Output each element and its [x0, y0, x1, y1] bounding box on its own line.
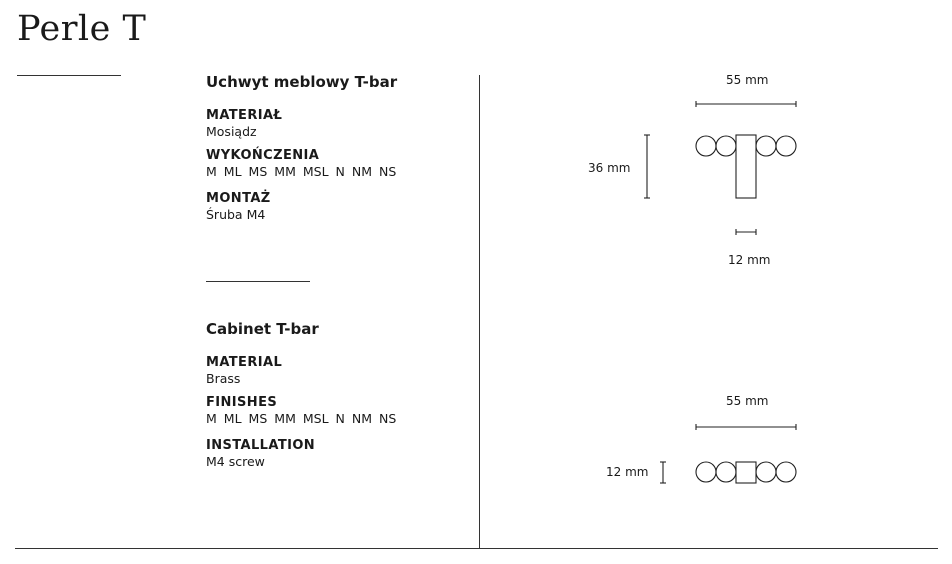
- material-label: MATERIAL: [206, 355, 283, 370]
- finish-code: MM: [274, 164, 296, 179]
- top-width-dimension: [696, 424, 796, 430]
- installation-value: Śruba M4: [206, 207, 266, 222]
- installation-value: M4 screw: [206, 454, 265, 469]
- t-bar-top-view: [696, 462, 796, 483]
- finish-code: N: [335, 411, 345, 426]
- front-width-dimension: [696, 101, 796, 107]
- finish-code: NM: [351, 411, 373, 426]
- finish-code: NS: [379, 411, 397, 426]
- finish-code: N: [335, 164, 345, 179]
- finishes-label: WYKOŃCZENIA: [206, 148, 320, 163]
- finish-code: NM: [351, 164, 373, 179]
- material-value: Brass: [206, 371, 241, 386]
- finish-code: M: [206, 411, 217, 426]
- stem-width-label: 12 mm: [728, 253, 771, 267]
- top-depth-label: 12 mm: [606, 465, 649, 479]
- finish-code: MS: [248, 411, 268, 426]
- installation-label: INSTALLATION: [206, 438, 316, 453]
- finish-code: MSL: [302, 164, 329, 179]
- finish-code: ML: [223, 411, 242, 426]
- stem-width-dimension: [736, 229, 756, 235]
- front-height-dimension: [644, 135, 650, 198]
- material-value: Mosiądz: [206, 124, 257, 139]
- finish-code: M: [206, 164, 217, 179]
- front-width-label: 55 mm: [726, 73, 769, 87]
- installation-label: MONTAŻ: [206, 191, 271, 206]
- finish-code: MSL: [302, 411, 329, 426]
- finish-code: MM: [274, 411, 296, 426]
- section-heading: Uchwyt meblowy T-bar: [206, 73, 398, 91]
- product-title: Perle T: [17, 9, 147, 49]
- finish-code: NS: [379, 164, 397, 179]
- top-width-label: 55 mm: [726, 394, 769, 408]
- section-heading: Cabinet T-bar: [206, 320, 319, 338]
- finish-code: MS: [248, 164, 268, 179]
- material-label: MATERIAŁ: [206, 108, 283, 123]
- top-depth-dimension: [660, 462, 666, 483]
- finishes-label: FINISHES: [206, 395, 278, 410]
- finish-code: ML: [223, 164, 242, 179]
- t-bar-front-view: [696, 135, 796, 198]
- front-height-label: 36 mm: [588, 161, 631, 175]
